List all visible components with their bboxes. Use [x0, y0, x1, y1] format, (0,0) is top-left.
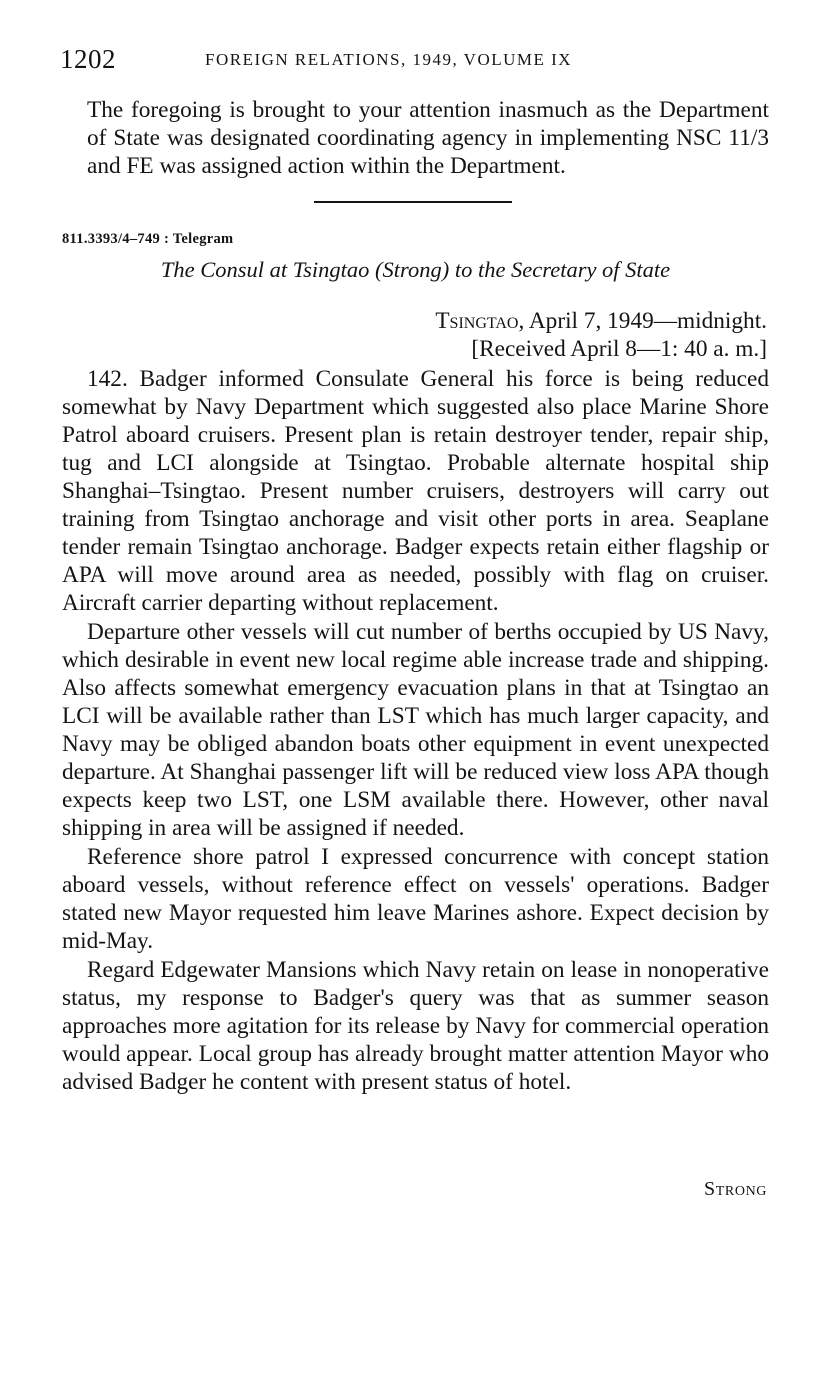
document-title: The Consul at Tsingtao (Strong) to the Secretary of State [160, 257, 671, 282]
body-paragraph: Departure other vessels will cut number of berths occupied by US Navy, which desirable in event new local regime able increase trade and shipping. Also affects somewhat emergency evacuation plans in that at Tsingtao an LCI will be available rather than LST which has much larger capacity, and Navy may be obliged abandon boats other equipment in event unexpected departure. At Shanghai passenger lift will be reduced view loss APA though expects keep two LST, one LSM available there. However, other naval shipping in area will be assigned if needed. [62, 619, 769, 841]
dateline-received: [Received April 8—1: 40 a. m.] [471, 336, 767, 362]
signature: Strong [704, 1178, 767, 1200]
running-head: FOREIGN RELATIONS, 1949, VOLUME IX [205, 50, 573, 69]
body-paragraph: Reference shore patrol I expressed concurrence with concept station aboard vessels, without reference effect on vessels' operations. Badger stated new Mayor requested him leave Marines ashore. Expect decision by mid-May. [62, 844, 769, 954]
dateline-date: , April 7, 1949—midnight. [518, 308, 767, 334]
dateline [435, 307, 767, 363]
section-divider [314, 201, 512, 203]
intro-section [87, 96, 769, 180]
telegram-body [62, 365, 769, 1097]
file-reference: 811.3393/4–749 : Telegram [62, 231, 234, 247]
page-number: 1202 [60, 44, 116, 74]
page-header [60, 44, 770, 80]
dateline-sent [435, 307, 767, 335]
body-paragraph: 142. Badger informed Consulate General his force is being reduced somewhat by Navy Department which suggested also place Marine Shore Patrol aboard cruisers. Present plan is retain destroyer tender, repair ship, tug and LCI alongside at Tsingtao. Probable alternate hospital ship Shanghai–Tsingtao. Present number cruisers, destroyers will carry out training from Tsingtao anchorage and visit other ports in area. Seaplane tender remain Tsingtao anchorage. Badger expects retain either flagship or APA will move around area as needed, possibly with flag on cruiser. Aircraft carrier departing without replacement. [62, 366, 769, 616]
dateline-place: Tsingtao [435, 308, 519, 334]
intro-paragraph: The foregoing is brought to your attention inasmuch as the Department of State was designated coordinating agency in implementing NSC 11/3 and FE was assigned action within the Department. [87, 97, 769, 179]
body-paragraph: Regard Edgewater Mansions which Navy retain on lease in nonoperative status, my response to Badger's query was that as summer season approaches more agitation for its release by Navy for commercial operation would appear. Local group has already brought matter attention Mayor who advised Badger he content with present status of hotel. [62, 957, 769, 1095]
